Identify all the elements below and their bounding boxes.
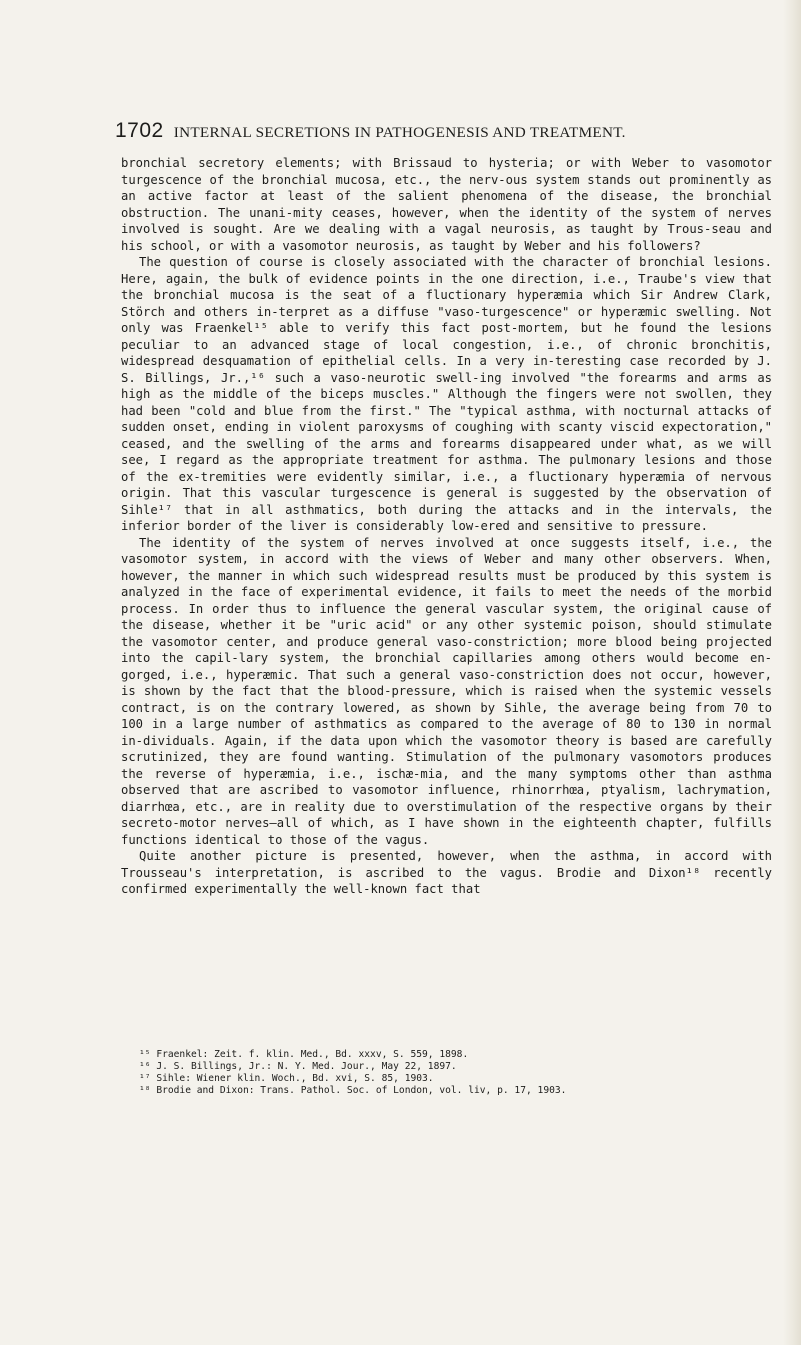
paragraph-vagus: Quite another picture is presented, however, when the asthma, in accord with Trousseau's interpretation, is ascribed to the vagus. Brodie and Dixon¹⁸ recently confirmed experimentally the well-known fact that [121, 849, 772, 896]
page-edge-shadow [783, 0, 801, 1345]
page-number: 1702 [115, 119, 164, 142]
page-header [115, 119, 775, 145]
running-head: INTERNAL SECRETIONS IN PATHOGENESIS AND TREATMENT. [173, 124, 626, 141]
paragraph-continuation: bronchial secretory elements; with Brissaud to hysteria; or with Weber to vasomotor turgescence of the bronchial mucosa, etc., the nerv-ous system stands out prominently as an active factor at least of the salient phenomena of the disease, the bronchial obstruction. The unani-mity ceases, however, when the identity of the system of nerves involved is sought. Are we dealing with a vagal neurosis, as taught by Trous-seau and his school, or with a vasomotor neurosis, as taught by Weber and his followers? [121, 156, 772, 253]
footnote-17: ¹⁷ Sihle: Wiener klin. Woch., Bd. xvi, S. 85, 1903. [139, 1073, 434, 1084]
paragraph-bronchial-lesions: The question of course is closely associated with the character of bronchial lesions. Here, again, the bulk of evidence points in the one direction, i.e., Traube's view that the bronchial mucosa is the seat of a fluctionary hyperæmia which Sir Andrew Clark, Störch and others in-terpret as a diffuse "vaso-turgescence" or hyperæmic swelling. Not only was Fraenkel¹⁵ able to verify this fact post-mortem, but he found the lesions peculiar to an advanced stage of local congestion, i.e., of chronic bronchitis, widespread desquamation of epithelial cells. In a very in-teresting case recorded by J. S. Billings, Jr.,¹⁶ such a vaso-neurotic swell-ing involved "the forearms and arms as high as the middle of the biceps muscles." Although the fingers were not swollen, they had been "cold and blue from the first." The "typical asthma, with nocturnal attacks of sudden onset, ending in violent paroxysms of coughing with scanty viscid expectoration," ceased, and the swelling of the arms and forearms disappeared under what, as we will see, I regard as the appropriate treatment for asthma. The pulmonary lesions and those of the ex-tremities were evidently similar, i.e., a fluctionary hyperæmia of nervous origin. That this vascular turgescence is general is suggested by the observation of Sihle¹⁷ that in all asthmatics, both during the attacks and in the intervals, the inferior border of the liver is considerably low-ered and sensitive to pressure. [121, 255, 772, 533]
footnote-18: ¹⁸ Brodie and Dixon: Trans. Pathol. Soc. of London, vol. liv, p. 17, 1903. [139, 1085, 567, 1096]
body-text [121, 155, 772, 898]
footnotes [121, 1049, 772, 1097]
paragraph-vasomotor-system: The identity of the system of nerves involved at once suggests itself, i.e., the vasomotor system, in accord with the views of Weber and many other observers. When, however, the manner in which such widespread results must be produced by this system is analyzed in the face of experimental evidence, it fails to meet the needs of the morbid process. In order thus to influence the general vascular system, the original cause of the disease, whether it be "uric acid" or any other systemic poison, should stimulate the vasomotor center, and produce general vaso-constriction; more blood being projected into the capil-lary system, the bronchial capillaries among others would become en-gorged, i.e., hyperæmic. That such a general vaso-constriction does not occur, however, is shown by the fact that the blood-pressure, which is raised when the systemic vessels contract, is on the contrary lowered, as shown by Sihle, the average being from 70 to 100 in a large number of asthmatics as compared to the average of 80 to 130 in normal in-dividuals. Again, if the data upon which the vasomotor theory is based are carefully scrutinized, they are found wanting. Stimulation of the pulmonary vasomotors produces the reverse of hyperæmia, i.e., ischæ-mia, and the many symptoms other than asthma observed that are ascribed to vasomotor influence, rhinorrhœa, ptyalism, lachrymation, diarrhœa, etc., are in reality due to overstimulation of the respective organs by their secreto-motor nerves—all of which, as I have shown in the eighteenth chapter, fulfills functions identical to those of the vagus. [121, 535, 772, 847]
footnote-15: ¹⁵ Fraenkel: Zeit. f. klin. Med., Bd. xxxv, S. 559, 1898. [139, 1049, 469, 1060]
footnote-16: ¹⁶ J. S. Billings, Jr.: N. Y. Med. Jour., May 22, 1897. [139, 1061, 457, 1072]
